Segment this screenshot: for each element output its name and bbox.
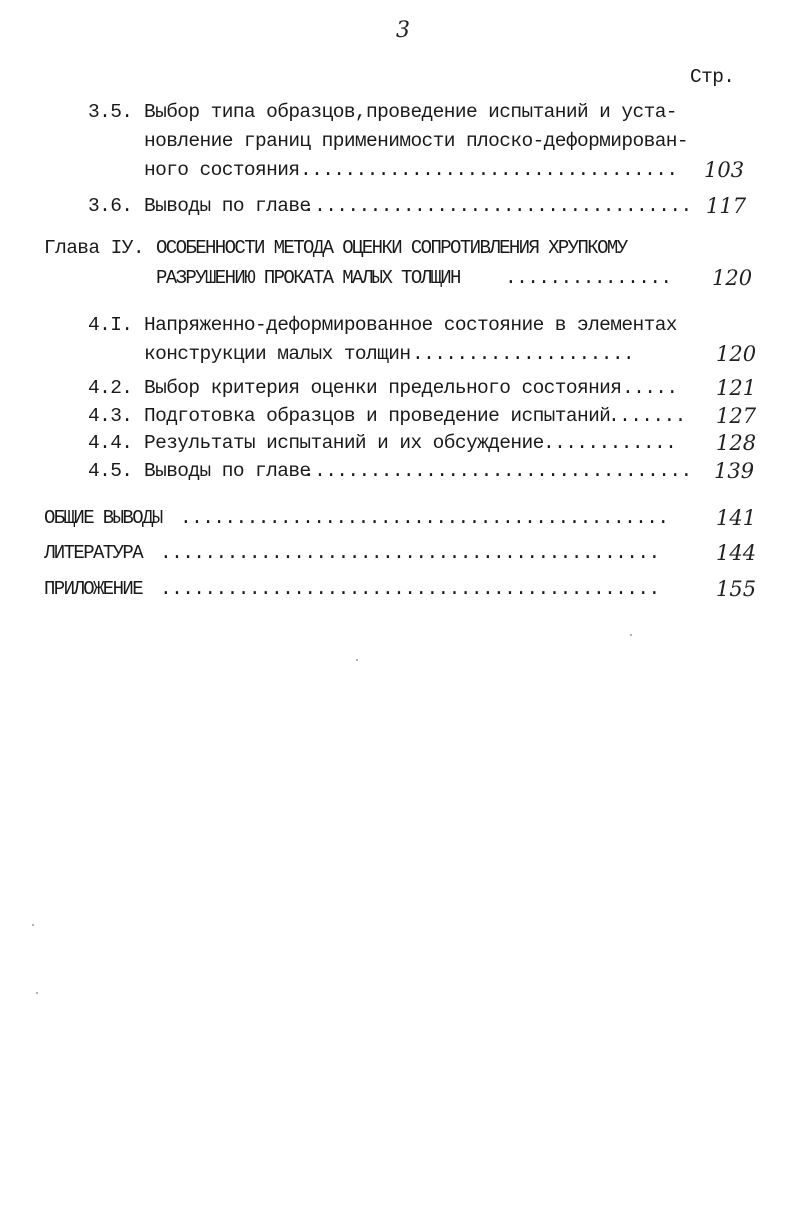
toc-leader-dots: ...................................	[303, 460, 692, 482]
toc-page-ref: 120	[716, 342, 757, 366]
toc-entry-title-line: ЛИТЕРАТУРА	[44, 542, 143, 564]
toc-page-ref: 127	[716, 404, 757, 428]
toc-leader-dots: ............................................	[180, 507, 669, 529]
toc-entry-title-line: Подготовка образцов и проведение испытаний	[144, 405, 611, 427]
toc-entry-number: 3.5.	[88, 101, 133, 123]
toc-leader-dots: ............	[543, 432, 677, 454]
toc-leader-dots: .............................................	[160, 542, 660, 564]
toc-leader-dots: ..................................	[300, 159, 678, 181]
toc-entry-title-line: Выводы по главе	[144, 460, 311, 482]
toc-entry-title-line: конструкции малых толщин	[144, 343, 411, 365]
toc-chapter-label: Глава IУ.	[44, 237, 144, 259]
toc-page-ref: 144	[716, 541, 757, 565]
toc-page-ref: 128	[716, 431, 757, 455]
toc-entry-title-line: Выбор критерия оценки предельного состояния	[144, 377, 622, 399]
toc-page-ref: 141	[716, 506, 757, 530]
scan-speck	[32, 924, 34, 926]
toc-entry-title-line: новление границ применимости плоско-деформирован-	[144, 130, 688, 152]
toc-leader-dots: ...............	[505, 267, 672, 289]
toc-entry-title-line: Выбор типа образцов,проведение испытаний и уста-	[144, 101, 677, 123]
toc-entry-number: 4.5.	[88, 460, 133, 482]
toc-entry-title-line: ного состояния	[144, 159, 300, 181]
toc-page-ref: 155	[716, 577, 757, 601]
toc-page-ref: 117	[706, 194, 747, 218]
page-number: 3	[396, 18, 410, 43]
toc-entry-title-line: Напряженно-деформированное состояние в элементах	[144, 314, 677, 336]
toc-page-ref: 103	[704, 158, 745, 182]
toc-chapter-title-line: ОСОБЕННОСТИ МЕТОДА ОЦЕНКИ СОПРОТИВЛЕНИЯ ХРУПКОМУ	[156, 237, 627, 259]
toc-entry-title-line: ОБЩИЕ ВЫВОДЫ	[44, 507, 162, 529]
toc-leader-dots: .......	[608, 405, 686, 427]
toc-page-ref: 139	[714, 459, 755, 483]
toc-leader-dots: ...................................	[303, 195, 692, 217]
toc-leader-dots: ....................	[412, 343, 635, 365]
scan-speck	[356, 659, 358, 661]
scan-speck	[36, 992, 38, 994]
toc-leader-dots: .....	[622, 377, 678, 399]
toc-entry-title-line: ПРИЛОЖЕНИЕ	[44, 578, 143, 600]
toc-entry-number: 3.6.	[88, 195, 133, 217]
toc-entry-number: 4.2.	[88, 377, 133, 399]
toc-chapter-title-line: РАЗРУШЕНИЮ ПРОКАТА МАЛЫХ ТОЛЩИН	[156, 267, 460, 289]
toc-entry-title-line: Выводы по главе	[144, 195, 311, 217]
toc-page-ref: 120	[712, 266, 753, 290]
toc-entry-number: 4.3.	[88, 405, 133, 427]
toc-page-ref: 121	[716, 376, 757, 400]
toc-entry-number: 4.4.	[88, 432, 133, 454]
page-column-header: Стр.	[690, 66, 735, 88]
toc-leader-dots: .............................................	[160, 578, 660, 600]
scan-speck	[630, 634, 632, 636]
toc-entry-title-line: Результаты испытаний и их обсуждение	[144, 432, 544, 454]
toc-entry-number: 4.I.	[88, 314, 133, 336]
